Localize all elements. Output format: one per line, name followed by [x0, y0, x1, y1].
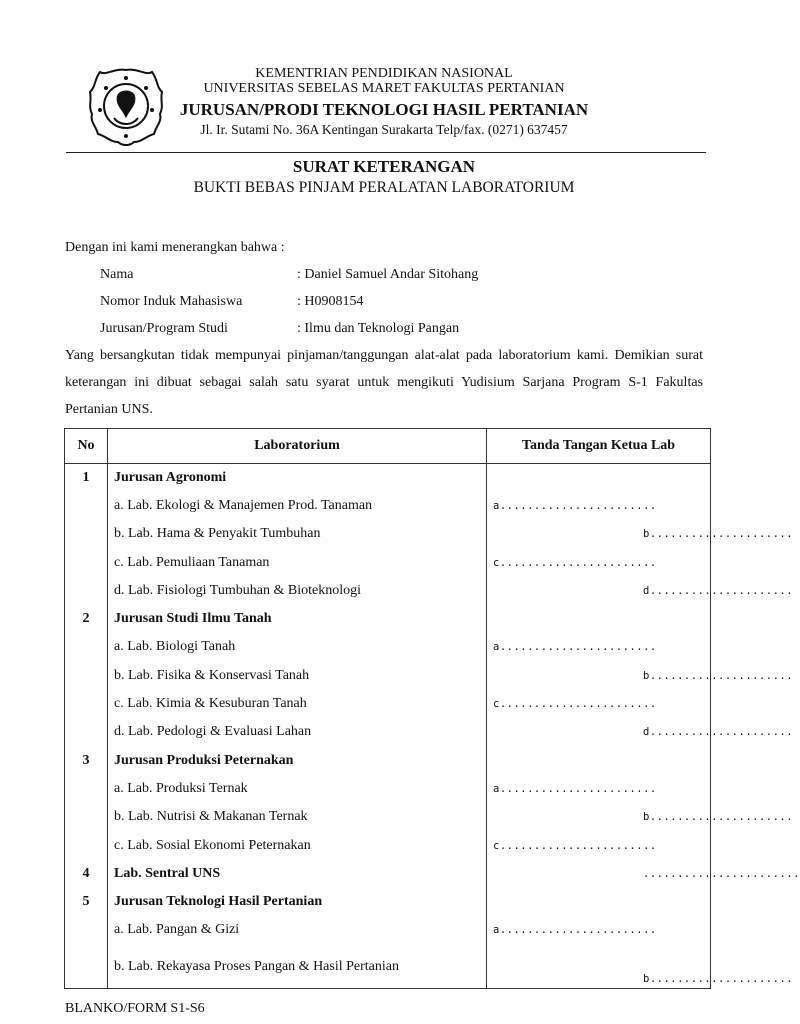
field-label-program: Jurusan/Program Studi — [100, 321, 228, 336]
field-label-nim: Nomor Induk Mahasiswa — [100, 294, 243, 309]
table-row — [65, 945, 711, 989]
address-line: Jl. Ir. Sutami No. 36A Kentingan Surakarta Telp/fax. (0271) 637457 — [200, 122, 568, 137]
table-row — [65, 888, 711, 916]
field-label-name: Nama — [100, 267, 134, 282]
university-name: UNIVERSITAS SEBELAS MARET FAKULTAS PERTANIAN — [203, 81, 565, 96]
signature-line[interactable]: c....................... — [493, 698, 657, 711]
signature-line[interactable]: a....................... — [493, 782, 657, 795]
document-subtitle: BUKTI BEBAS PINJAM PERALATAN LABORATORIUM — [193, 179, 575, 196]
row-number — [65, 803, 108, 831]
signature-cell — [487, 520, 794, 548]
form-code: BLANKO/FORM S1-S6 — [65, 1001, 205, 1016]
signature-line[interactable]: b..................... — [643, 972, 794, 985]
signature-cell — [487, 775, 711, 803]
lab-name: c. Lab. Sosial Ekonomi Peternakan — [108, 831, 487, 859]
row-number — [65, 718, 108, 746]
table-row — [65, 831, 711, 859]
table-row — [65, 662, 711, 690]
row-number: 5 — [65, 888, 108, 916]
lab-name: a. Lab. Biologi Tanah — [108, 633, 487, 661]
table-row — [65, 577, 711, 605]
signature-cell — [487, 803, 794, 831]
row-number — [65, 831, 108, 859]
signature-cell — [487, 746, 711, 774]
statement-paragraph: Yang bersangkutan tidak mempunyai pinjaman/tanggungan alat-alat pada laboratorium kami. Demikian surat keterangan ini dibuat sebagai salah satu syarat untuk mengikuti Yudisium Sarjana Program S-1 Fakultas Pertanian UNS. — [65, 348, 703, 417]
lab-name: c. Lab. Pemuliaan Tanaman — [108, 548, 487, 576]
lab-name: b. Lab. Hama & Penyakit Tumbuhan — [108, 520, 487, 548]
table-row — [65, 633, 711, 661]
table-row — [65, 803, 711, 831]
header-divider — [66, 152, 706, 153]
signature-line[interactable]: a....................... — [493, 499, 657, 512]
lab-name: a. Lab. Ekologi & Manajemen Prod. Tanaman — [108, 492, 487, 520]
table-row — [65, 520, 711, 548]
row-number — [65, 662, 108, 690]
signature-line[interactable]: d..................... — [643, 584, 794, 597]
signature-cell — [487, 888, 711, 916]
field-value-nim: : H0908154 — [297, 294, 364, 309]
header-no: No — [65, 429, 108, 464]
signature-line[interactable]: b..................... — [643, 528, 794, 541]
row-number: 2 — [65, 605, 108, 633]
table-row — [65, 775, 711, 803]
header-laboratorium: Laboratorium — [108, 429, 487, 464]
department-name: JURUSAN/PRODI TEKNOLOGI HASIL PERTANIAN — [179, 100, 589, 119]
document-title: SURAT KETERANGAN — [292, 157, 476, 176]
table-row — [65, 746, 711, 774]
table-row — [65, 718, 711, 746]
row-number — [65, 577, 108, 605]
table-row — [65, 860, 711, 888]
row-number: 3 — [65, 746, 108, 774]
field-value-name: : Daniel Samuel Andar Sitohang — [297, 267, 479, 282]
row-number — [65, 520, 108, 548]
row-number — [65, 633, 108, 661]
row-number — [65, 945, 108, 989]
table-row — [65, 464, 711, 492]
signature-line[interactable]: ....................... — [643, 867, 800, 880]
signature-line[interactable]: a....................... — [493, 641, 657, 654]
signature-cell — [487, 577, 794, 605]
signature-cell — [487, 633, 711, 661]
signature-line[interactable]: d..................... — [643, 726, 794, 739]
signature-line[interactable]: b..................... — [643, 811, 794, 824]
lab-group-name: Jurusan Agronomi — [108, 464, 487, 492]
lab-signature-table — [64, 428, 800, 989]
signature-cell — [487, 945, 794, 989]
signature-cell — [487, 492, 711, 520]
signature-cell — [487, 916, 711, 944]
signature-cell — [487, 548, 711, 576]
lab-name: b. Lab. Fisika & Konservasi Tanah — [108, 662, 487, 690]
lab-group-name: Jurusan Teknologi Hasil Pertanian — [108, 888, 487, 916]
table-row — [65, 548, 711, 576]
lab-name: a. Lab. Produksi Ternak — [108, 775, 487, 803]
signature-line[interactable]: a....................... — [493, 924, 657, 937]
row-number — [65, 775, 108, 803]
signature-cell — [487, 860, 800, 888]
row-number: 1 — [65, 464, 108, 492]
lab-name: a. Lab. Pangan & Gizi — [108, 916, 487, 944]
signature-line[interactable]: b..................... — [643, 669, 794, 682]
signature-cell — [487, 690, 711, 718]
signature-cell — [487, 718, 794, 746]
row-number — [65, 690, 108, 718]
header-signature: Tanda Tangan Ketua Lab — [487, 429, 711, 464]
row-number — [65, 492, 108, 520]
lab-group-name: Jurusan Produksi Peternakan — [108, 746, 487, 774]
lab-name: b. Lab. Rekayasa Proses Pangan & Hasil Pertanian — [108, 945, 487, 989]
table-row — [65, 492, 711, 520]
lab-group-name: Lab. Sentral UNS — [108, 860, 487, 888]
signature-line[interactable]: c....................... — [493, 839, 657, 852]
signature-line[interactable]: c....................... — [493, 556, 657, 569]
field-value-program: : Ilmu dan Teknologi Pangan — [297, 321, 460, 336]
signature-cell — [487, 605, 711, 633]
signature-cell — [487, 464, 711, 492]
table-row — [65, 605, 711, 633]
ministry-name: KEMENTRIAN PENDIDIKAN NASIONAL — [255, 66, 513, 81]
table-row — [65, 690, 711, 718]
signature-cell — [487, 831, 711, 859]
row-number — [65, 548, 108, 576]
lab-name: d. Lab. Fisiologi Tumbuhan & Bioteknologi — [108, 577, 487, 605]
intro-text: Dengan ini kami menerangkan bahwa : — [65, 240, 285, 255]
lab-group-name: Jurusan Studi Ilmu Tanah — [108, 605, 487, 633]
lab-name: d. Lab. Pedologi & Evaluasi Lahan — [108, 718, 487, 746]
row-number: 4 — [65, 860, 108, 888]
lab-name: c. Lab. Kimia & Kesuburan Tanah — [108, 690, 487, 718]
signature-cell — [487, 662, 794, 690]
lab-name: b. Lab. Nutrisi & Makanan Ternak — [108, 803, 487, 831]
table-row — [65, 916, 711, 944]
row-number — [65, 916, 108, 944]
